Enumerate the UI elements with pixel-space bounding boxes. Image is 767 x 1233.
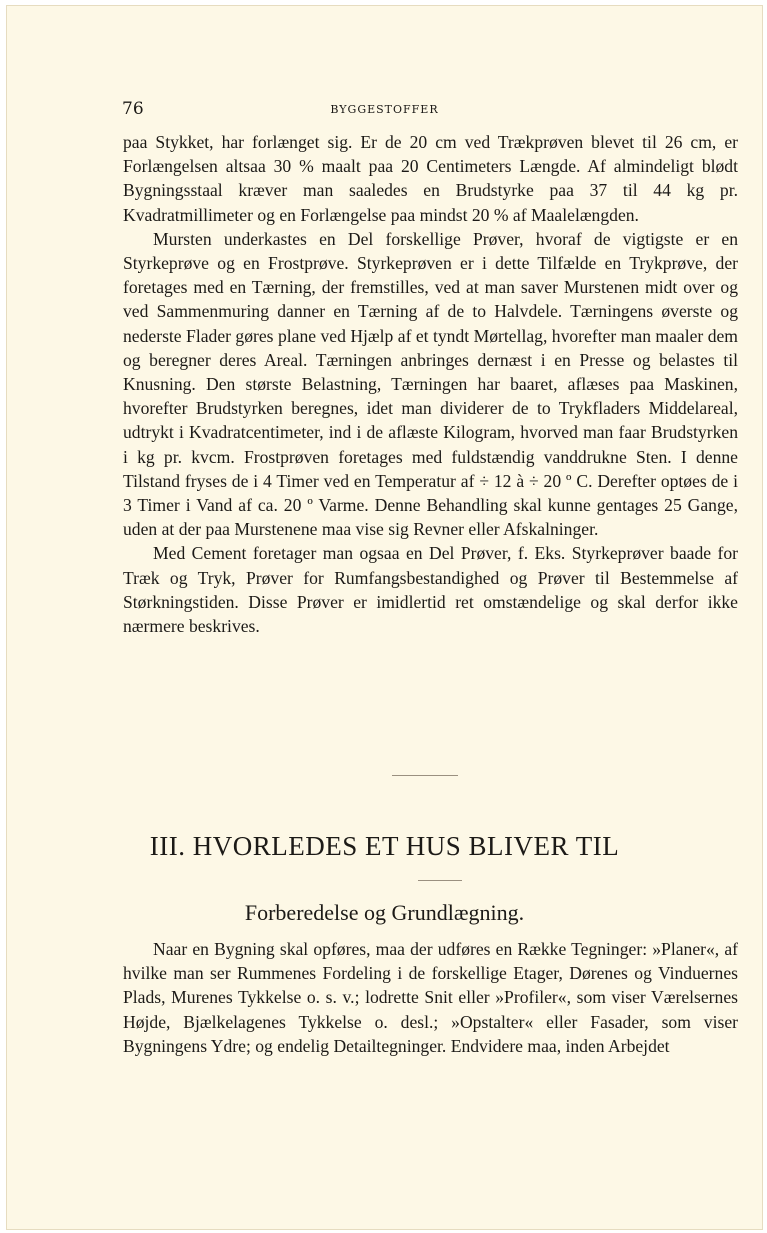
book-page xyxy=(6,5,763,1230)
section-title: Forberedelse og Grundlægning. xyxy=(244,900,525,925)
page-header xyxy=(6,99,763,121)
paragraph-brick-tests: Mursten underkastes en Del forskellige Prøver, hvoraf de vigtigste er en Styrkeprøve og en Frostprøve. Styrkeprøven er i dette Tilfælde en Trykprøve, der foretages med en Tærning, der fremstilles, ved at man saver Murstenen midt over og ved Sammenmuring danner en Tærning af de to Halvdele. Tærningens øverste og nederste Flader gøres plane ved Hjælp af et tyndt Mørtellag, hvorefter man maaler dem og beregner deres Areal. Tærningen anbringes dernæst i en Presse og belastes til Knusning. Den største Belastning, Tærningen har baaret, aflæses paa Maskinen, hvorefter Brudstyrken beregnes, idet man dividerer de to Trykfladers Middelareal, udtrykt i Kvadratcentimeter, ind i de aflæste Kilogram, hvorved man faar Brudstyrken i kg pr. kvcm. Frostprøven foretages med fuldstændig vanddrukne Sten. I denne Tilstand fryses de i 4 Timer ved en Temperatur af ÷ 12 à ÷ 20 º C. Derefter optøes de i 3 Timer i Vand af ca. 20 º Varme. Denne Behandling skal kunne gentages 25 Gange, uden at der paa Murstenene maa vise sig Revner eller Afskalninger. xyxy=(123,228,738,540)
running-head: BYGGESTOFFER xyxy=(330,103,439,116)
page-number: 76 xyxy=(122,99,144,119)
text-block-bottom xyxy=(123,937,738,1058)
paragraph-steel-test: paa Stykket, har forlænget sig. Er de 20 cm ved Trækprøven blevet til 26 cm, er Forlængelsen altsaa 30 % maalt paa 20 Centimeters Længde. Af almindeligt blødt Bygningsstaal kræver man saaledes en Brudstyrke paa 37 til 44 kg pr. Kvadratmillimeter og en Forlængelse paa mindst 20 % af Maalelængden. xyxy=(123,132,738,225)
chapter-rule xyxy=(418,880,462,881)
chapter-title: III. HVORLEDES ET HUS BLIVER TIL xyxy=(149,831,620,861)
section-divider xyxy=(392,775,458,776)
paragraph-drawings: Naar en Bygning skal opføres, maa der udføres en Række Tegninger: »Planer«, af hvilke man ser Rummenes Fordeling i de forskellige Etager, Dørenes og Vinduernes Plads, Murenes Tykkelse o. s. v.; lodrette Snit eller »Profiler«, som viser Værelsernes Højde, Bjælkelagenes Tykkelse o. desl.; »Opstalter« eller Fasader, som viser Bygningens Ydre; og endelig Detailtegninger. Endvidere maa, inden Arbejdet xyxy=(123,939,738,1056)
text-block-top xyxy=(123,130,738,638)
paragraph-cement-tests: Med Cement foretager man ogsaa en Del Prøver, f. Eks. Styrkeprøver baade for Træk og Tryk, Prøver for Rumfangsbestandighed og Prøver til Bestemmelse af Størkningstiden. Disse Prøver er imidlertid ret omstændelige og skal derfor ikke nærmere beskrives. xyxy=(123,543,738,637)
